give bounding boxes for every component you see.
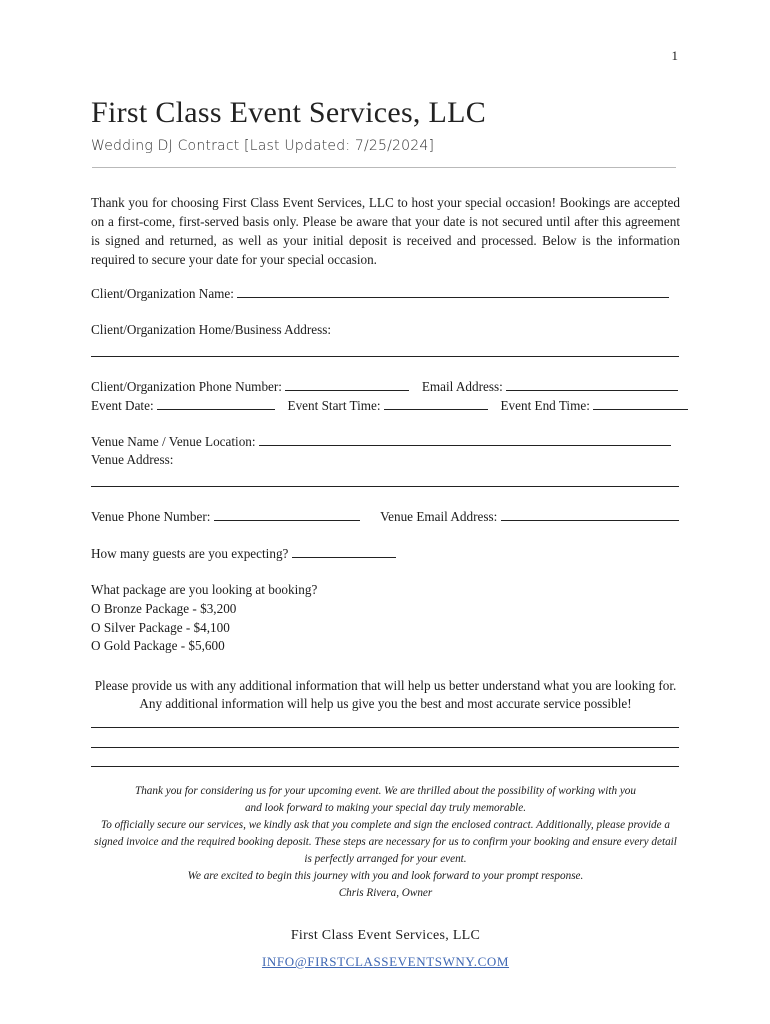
venue-phone-row [91, 508, 679, 525]
client-name-row [91, 285, 669, 302]
package-question: What package are you looking at booking? [91, 582, 318, 597]
guests-row [91, 545, 396, 562]
venue-name-field[interactable] [259, 433, 671, 446]
venue-name-row [91, 433, 671, 450]
footer-company-name: First Class Event Services, LLC [290, 928, 481, 943]
closing-line: and look forward to making your special day truly memorable. [244, 802, 527, 814]
additional-info-field-2[interactable] [91, 747, 679, 748]
client-name-field[interactable] [237, 285, 669, 298]
page-number: 1 [671, 48, 678, 63]
document-subtitle: Wedding DJ Contract [Last Updated: 7/25/2024] [91, 138, 435, 154]
package-option-silver[interactable]: O Silver Package - $4,100 [91, 620, 230, 635]
email-label: Email Address: [421, 379, 503, 394]
event-start-field[interactable] [384, 397, 488, 410]
venue-phone-field[interactable] [214, 508, 360, 521]
header-divider [92, 167, 676, 168]
guests-field[interactable] [292, 545, 396, 558]
additional-info-line-1: Please provide us with any additional information that will help us better understand what you are looking for. [94, 678, 677, 693]
venue-address-field[interactable] [91, 486, 679, 487]
closing-note [91, 783, 680, 902]
additional-info-field-1[interactable] [91, 727, 679, 728]
closing-line: is perfectly arranged for your event. [304, 853, 467, 865]
document-title: First Class Event Services, LLC [91, 96, 487, 129]
venue-phone-label: Venue Phone Number: [91, 509, 211, 524]
event-end-label: Event End Time: [500, 398, 590, 413]
package-option-bronze[interactable]: O Bronze Package - $3,200 [91, 601, 237, 616]
venue-email-label: Venue Email Address: [380, 509, 498, 524]
closing-signature: Chris Rivera, Owner [338, 887, 433, 899]
client-address-label: Client/Organization Home/Business Address: [91, 322, 332, 337]
email-field[interactable] [506, 378, 678, 391]
closing-line: signed invoice and the required booking deposit. These steps are necessary for us to confirm your booking and ensure every detail [94, 836, 677, 848]
client-phone-label: Client/Organization Phone Number: [91, 379, 282, 394]
closing-line: Thank you for considering us for your upcoming event. We are thrilled about the possibility of working with you [134, 785, 636, 797]
event-start-label: Event Start Time: [287, 398, 381, 413]
guests-label: How many guests are you expecting? [91, 546, 289, 561]
client-name-label: Client/Organization Name: [91, 286, 234, 301]
client-phone-field[interactable] [285, 378, 409, 391]
event-date-row [91, 397, 688, 414]
event-date-label: Event Date: [91, 398, 154, 413]
client-address-field[interactable] [91, 356, 679, 357]
package-option-gold[interactable]: O Gold Package - $5,600 [91, 638, 225, 653]
additional-info-field-3[interactable] [91, 766, 679, 767]
venue-email-field[interactable] [501, 508, 679, 521]
closing-line: We are excited to begin this journey with you and look forward to your prompt response. [187, 870, 584, 882]
additional-info-line-2: Any additional information will help us give you the best and most accurate service possible! [139, 696, 632, 711]
event-end-field[interactable] [593, 397, 688, 410]
footer-email-link[interactable]: INFO@FIRSTCLASSEVENTSWNY.COM [261, 954, 510, 969]
venue-address-label: Venue Address: [91, 452, 174, 467]
venue-name-label: Venue Name / Venue Location: [91, 434, 256, 449]
event-date-field[interactable] [157, 397, 275, 410]
footer-email-row [91, 954, 680, 970]
closing-line: To officially secure our services, we kindly ask that you complete and sign the enclosed contract. Additionally, please provide a [101, 819, 670, 831]
intro-paragraph: Thank you for choosing First Class Event Services, LLC to host your special occasion! Bookings are accepted on a first-come, first-served basis only. Please be aware that your date is not secured until after this agreement is signed and returned, as well as your initial deposit is received and processed. Below is the information required to secure your date for your special occasion. [91, 195, 680, 267]
client-phone-row [91, 378, 678, 395]
